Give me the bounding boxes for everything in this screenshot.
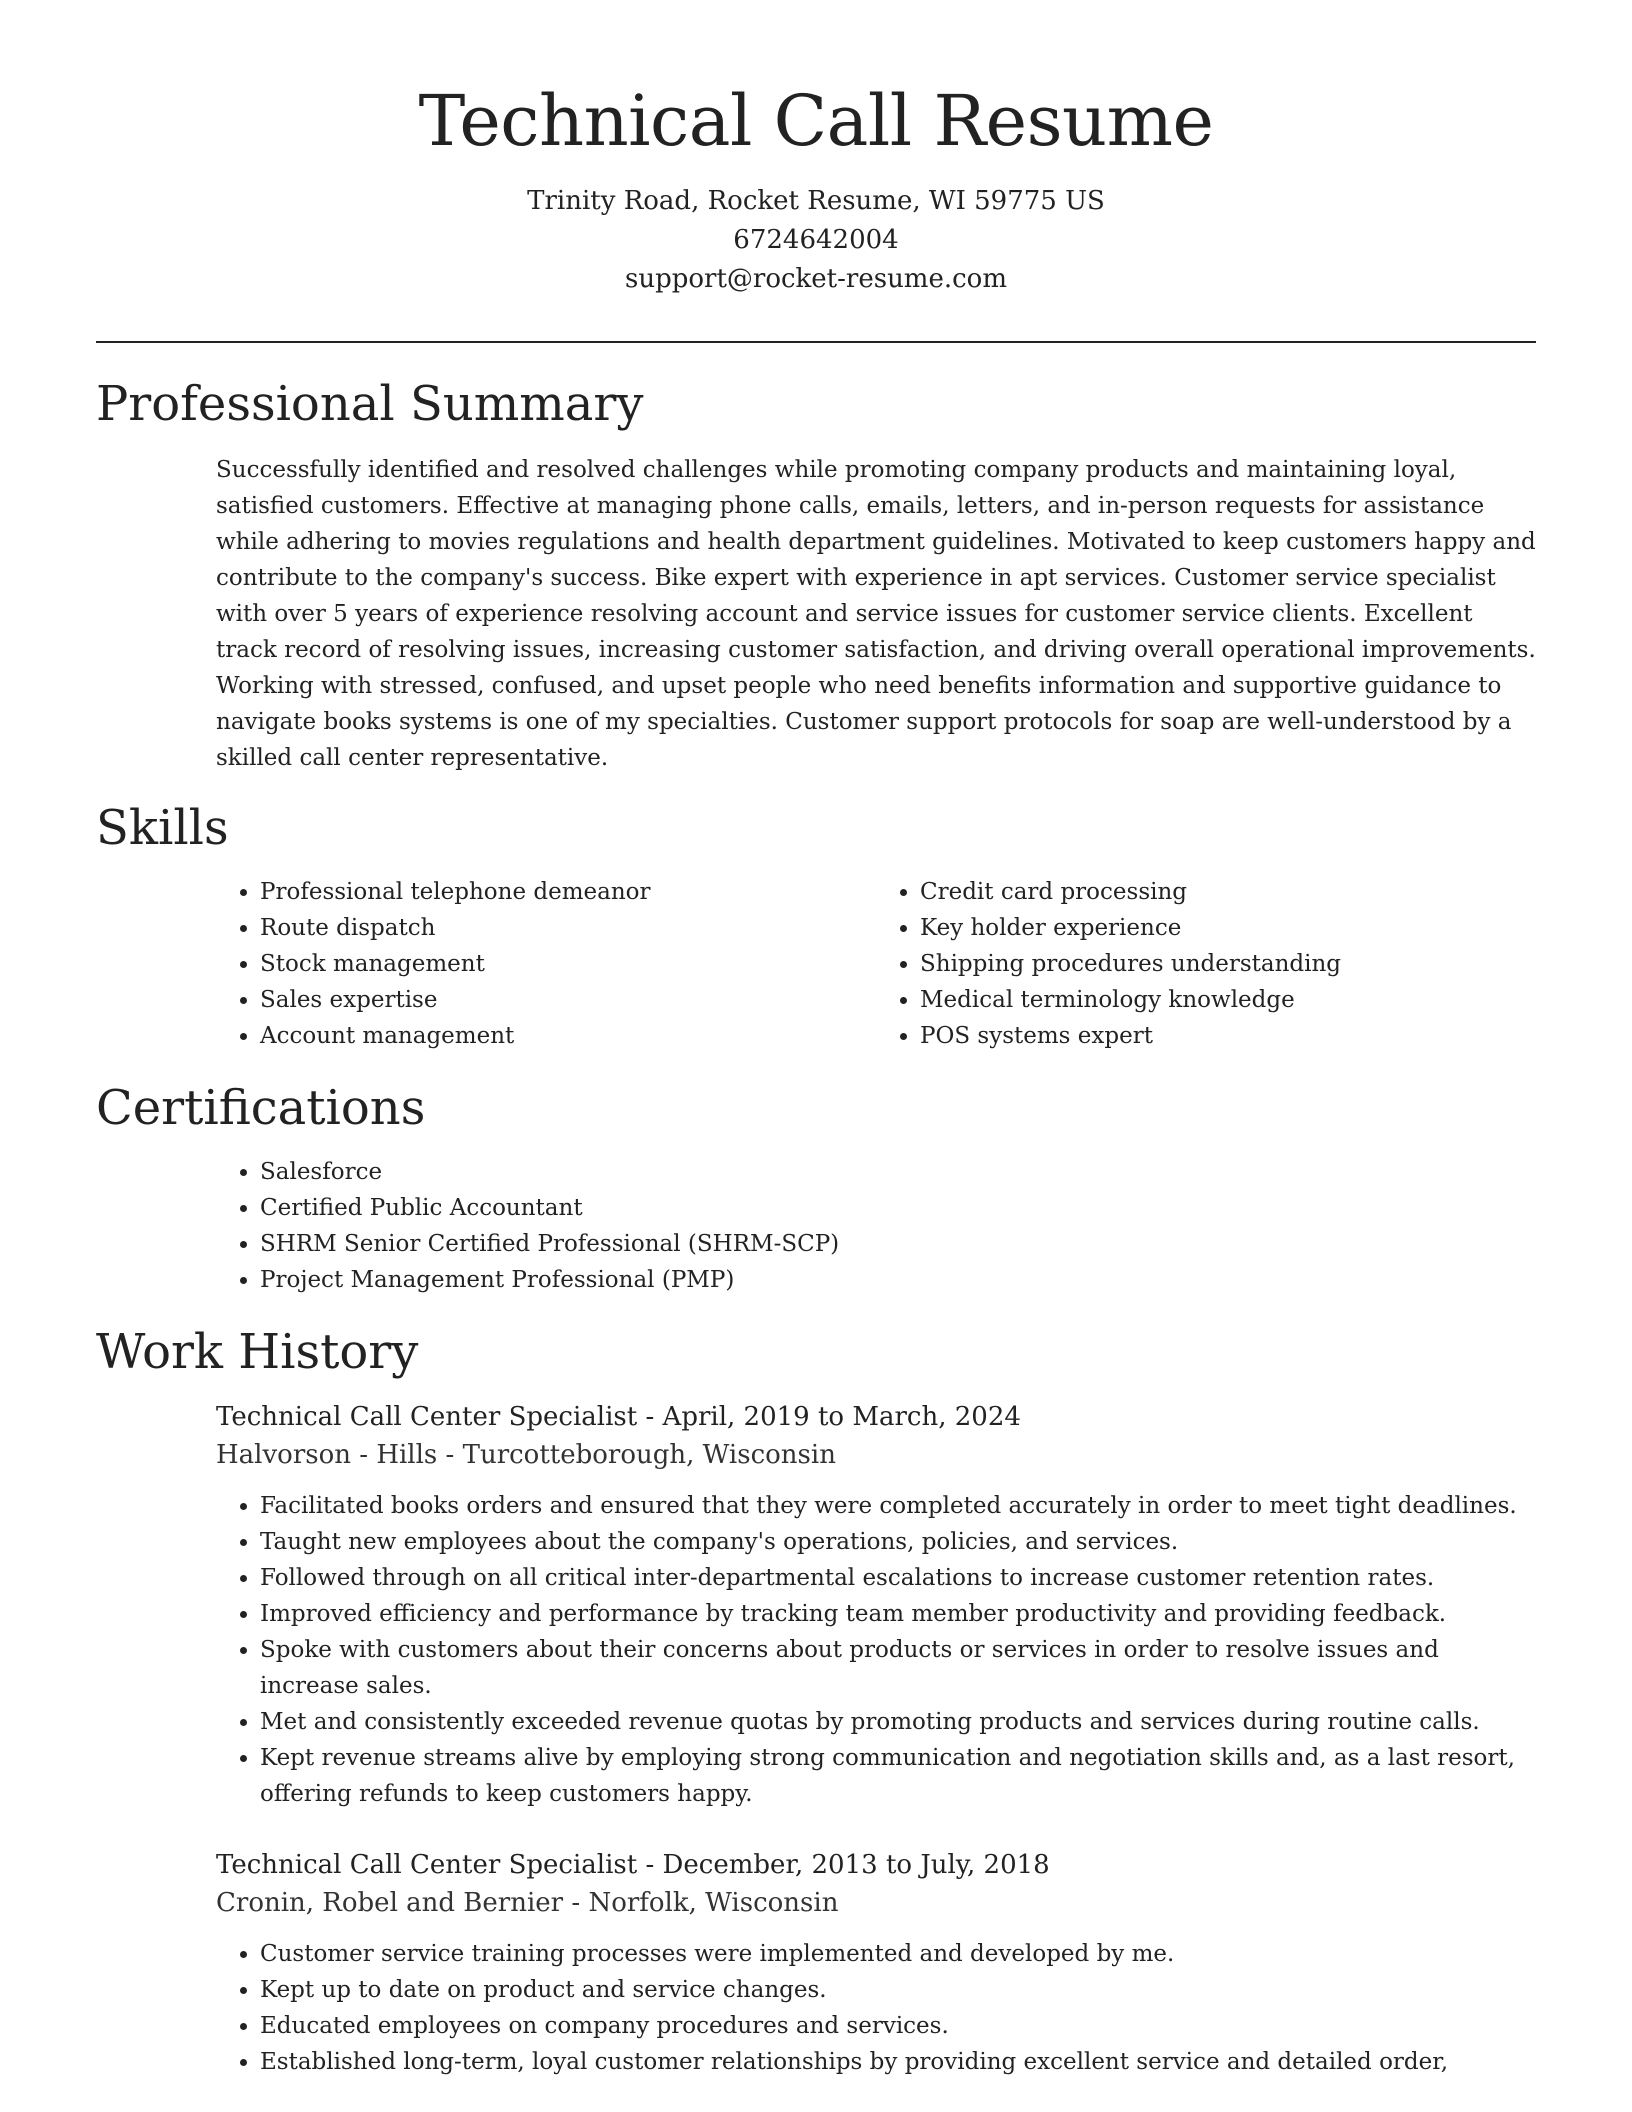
certifications-heading: Certifications [96, 1080, 426, 1136]
job-entry [216, 1846, 1536, 2080]
certifications-body [216, 1154, 1536, 1298]
resume-name: Technical Call Resume [418, 80, 1214, 162]
skill-item: • Professional telephone demeanor [260, 874, 876, 910]
job-separator: - [445, 1440, 463, 1470]
skills-grid [216, 874, 1536, 1054]
job-dates: December, 2013 to July, 2018 [662, 1850, 1050, 1880]
skills-list-right [876, 874, 1536, 1054]
job-bullet: • Kept up to date on product and service changes. [260, 1972, 1536, 2008]
skills-section [96, 800, 1536, 1054]
skill-item: • POS systems expert [920, 1018, 1536, 1054]
job-company-line [216, 1436, 1536, 1474]
job-separator: - [571, 1888, 589, 1918]
skill-item: • Medical terminology knowledge [920, 982, 1536, 1018]
resume-header [0, 0, 1632, 299]
job-title-line [216, 1398, 1536, 1436]
skills-list-left [216, 874, 876, 1054]
contact-block [0, 182, 1632, 299]
job-bullet: • Educated employees on company procedures and services. [260, 2008, 1536, 2044]
summary-heading: Professional Summary [96, 376, 644, 432]
skill-item: • Key holder experience [920, 910, 1536, 946]
work-history-heading: Work History [96, 1324, 419, 1380]
contact-email: support@rocket-resume.com [624, 264, 1007, 294]
skill-item: • Shipping procedures understanding [920, 946, 1536, 982]
job-bullet: • Customer service training processes were implemented and developed by me. [260, 1936, 1536, 1972]
skills-heading: Skills [96, 800, 229, 856]
summary-section [96, 376, 1536, 776]
work-history-section [96, 1324, 1536, 2080]
certification-item: • SHRM Senior Certified Professional (SHRM-SCP) [260, 1226, 1536, 1262]
job-bullet: • Followed through on all critical inter-departmental escalations to increase customer retention rates. [260, 1560, 1536, 1596]
skill-item: • Credit card processing [920, 874, 1536, 910]
contact-address: Trinity Road, Rocket Resume, WI 59775 US [527, 186, 1105, 216]
certifications-section [96, 1080, 1536, 1298]
job-separator: - [645, 1402, 663, 1432]
job-company: Cronin, Robel and Bernier [216, 1888, 564, 1918]
job-bullet: • Established long-term, loyal customer relationships by providing excellent service and detailed order, [260, 2044, 1536, 2080]
job-bullet: • Facilitated books orders and ensured that they were completed accurately in order to meet tight deadlines. [260, 1488, 1536, 1524]
job-title: Technical Call Center Specialist [216, 1850, 638, 1880]
job-bullet: • Spoke with customers about their concerns about products or services in order to resolve issues and increase sales. [260, 1632, 1536, 1704]
contact-phone: 6724642004 [733, 225, 899, 255]
skill-item: • Stock management [260, 946, 876, 982]
job-separator: - [645, 1850, 663, 1880]
job-entry [216, 1398, 1536, 1812]
job-company-line [216, 1884, 1536, 1922]
job-bullet: • Met and consistently exceeded revenue quotas by promoting products and services during routine calls. [260, 1704, 1536, 1740]
skill-item: • Sales expertise [260, 982, 876, 1018]
job-title-line [216, 1846, 1536, 1884]
skill-item: • Route dispatch [260, 910, 876, 946]
job-bullet: • Taught new employees about the company's operations, policies, and services. [260, 1524, 1536, 1560]
job-title: Technical Call Center Specialist [216, 1402, 638, 1432]
job-company: Halvorson - Hills [216, 1440, 438, 1470]
job-location: Turcotteborough, Wisconsin [462, 1440, 836, 1470]
job-bullets [216, 1488, 1536, 1812]
skill-item: • Account management [260, 1018, 876, 1054]
summary-text: Successfully identified and resolved challenges while promoting company products and maintaining loyal, satisfied customers. Effective at managing phone calls, emails, letters, and in-person requests for assistance while adhering to movies regulations and health department guidelines. Motivated to keep customers happy and contribute to the company's success. Bike expert with experience in apt services. Customer service specialist with over 5 years of experience resolving account and service issues for customer service clients. Excellent track record of resolving issues, increasing customer satisfaction, and driving overall operational improvements. Working with stressed, confused, and upset people who need benefits information and supportive guidance to navigate books systems is one of my specialties. Customer support protocols for soap are well-understood by a skilled call center representative. [216, 457, 1536, 771]
summary-body [216, 452, 1536, 776]
certifications-list [216, 1154, 1536, 1298]
job-dates: April, 2019 to March, 2024 [662, 1402, 1021, 1432]
job-location: Norfolk, Wisconsin [588, 1888, 839, 1918]
job-bullets [216, 1936, 1536, 2080]
header-divider [96, 341, 1536, 343]
resume-content [96, 376, 1536, 2080]
certification-item: • Salesforce [260, 1154, 1536, 1190]
certification-item: • Project Management Professional (PMP) [260, 1262, 1536, 1298]
job-bullet: • Kept revenue streams alive by employing strong communication and negotiation skills and, as a last resort, offering refunds to keep customers happy. [260, 1740, 1536, 1812]
job-bullet: • Improved efficiency and performance by tracking team member productivity and providing feedback. [260, 1596, 1536, 1632]
certification-item: • Certified Public Accountant [260, 1190, 1536, 1226]
